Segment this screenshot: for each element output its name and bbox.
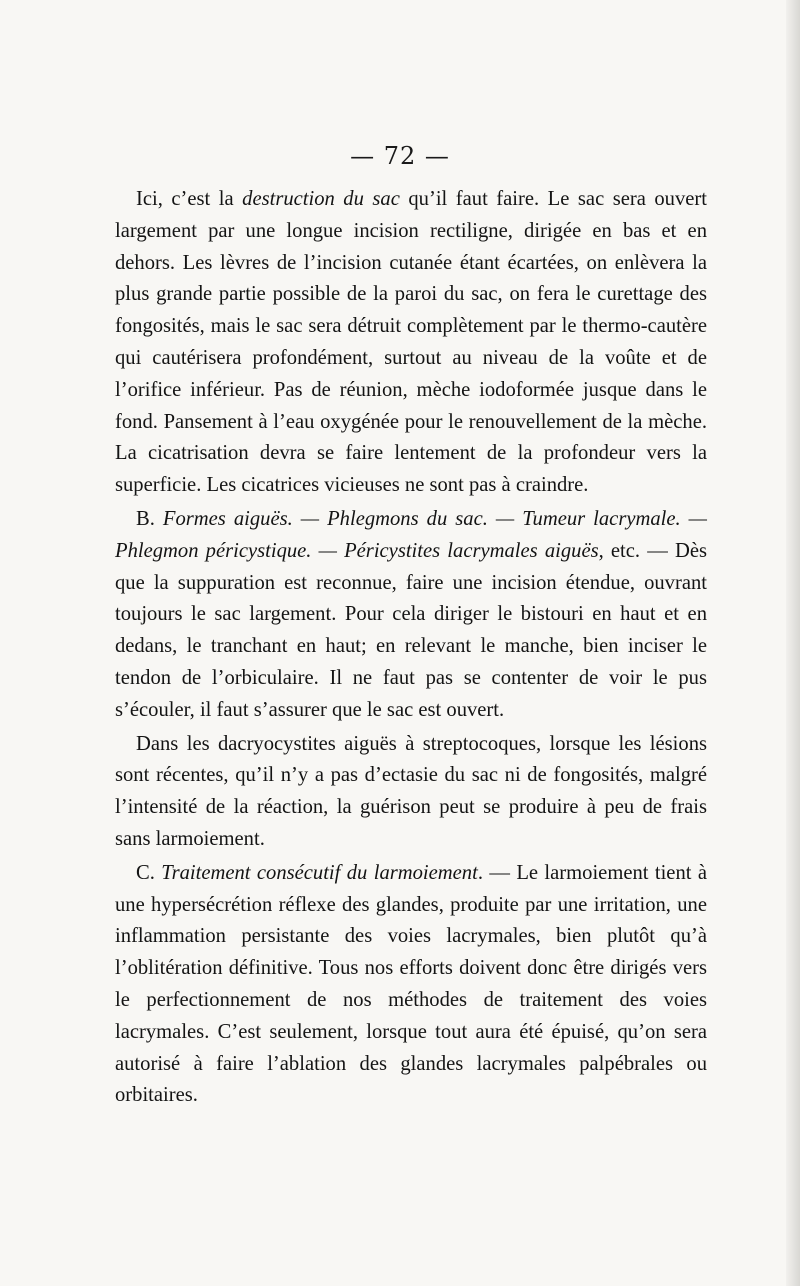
paragraph-1 xyxy=(115,184,707,502)
text-run: . — Le larmoiement tient à une hypersécrétion réflexe des glandes, produite par une irritation, une inflammation persistante des voies lacrymales, bien plutôt qu’à l’oblitération définitive. Tous nos efforts doivent donc être dirigés vers le perfectionnement de nos méthodes de traitement des voies lacrymales. C’est seulement, lorsque tout aura été épuisé, qu’on sera autorisé à faire l’ablation des glandes lacrymales palpébrales ou orbitaires. xyxy=(115,861,707,1107)
text-run: Dans les dacryocystites aiguës à streptocoques, lorsque les lésions sont récentes, qu’il n’y a pas d’ectasie du sac ni de fongosités, malgré l’intensité de la réaction, la guérison peut se produire à peu de frais sans larmoiement. xyxy=(115,732,707,850)
text-run: Ici, c’est la xyxy=(136,188,243,210)
italic-run: Traitement consécutif du larmoiement xyxy=(161,861,478,884)
text-body xyxy=(115,182,707,1112)
italic-run: destruction du sac xyxy=(242,188,400,210)
italic-run: Formes aiguës. — Phlegmons du sac. — Tumeur lacrymale. — Phlegmon péricystique. — Péricystites lacrymales aiguës xyxy=(115,507,707,562)
paragraph-2 xyxy=(115,504,707,727)
section-label: C. xyxy=(136,861,162,884)
text-run: qu’il faut faire. Le sac sera ouvert largement par une longue incision rectiligne, dirigée en bas et en dehors. Les lèvres de l’incision cutanée étant écartées, on enlèvera la plus grande partie possible de la paroi du sac, on fera le curettage des fongosités, mais le sac sera détruit complètement par le thermo-cautère qui cautérisera profondément, surtout au niveau de la voûte et de l’orifice inférieur. Pas de réunion, mèche iodoformée jusque dans le fond. Pansement à l’eau oxygénée pour le renouvellement de la mèche. La cicatrisation devra se faire lentement de la profondeur vers la superficie. Les cicatrices vicieuses ne sont pas à craindre. xyxy=(115,188,707,497)
page-number: — 72 — xyxy=(350,142,450,170)
paragraph-3 xyxy=(115,729,707,856)
section-label: B. xyxy=(136,507,163,530)
paragraph-4 xyxy=(115,858,707,1112)
page-edge-shadow xyxy=(786,0,800,1286)
text-run: , etc. — Dès que la suppuration est reconnue, faire une incision étendue, ouvrant toujours le sac largement. Pour cela diriger le bistouri en haut et en dedans, le tranchant en haut; en relevant le manche, bien inciser le tendon de l’orbiculaire. Il ne faut pas se contenter de voir le pus s’écouler, il faut s’assurer que le sac est ouvert. xyxy=(115,539,708,721)
